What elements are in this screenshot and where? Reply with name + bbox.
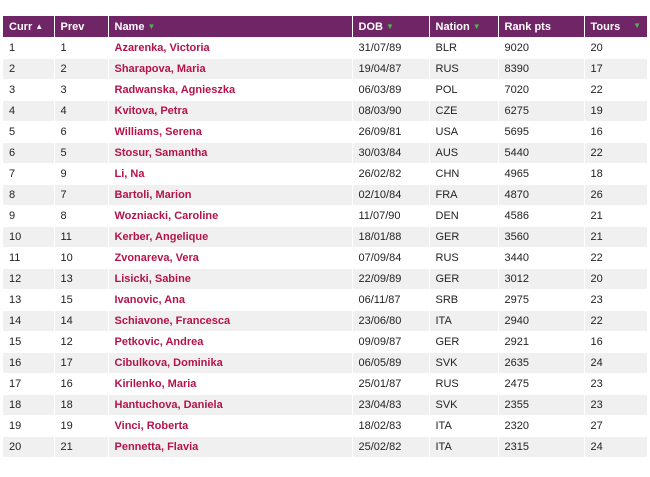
column-header-label: Nation: [435, 20, 470, 33]
cell-tours: 16: [584, 332, 647, 353]
cell-dob: 30/03/84: [352, 143, 429, 164]
cell-rank-pts: 5695: [498, 122, 584, 143]
cell-curr: 9: [3, 206, 54, 227]
cell-tours: 22: [584, 248, 647, 269]
triangle-down-icon[interactable]: ▼: [472, 21, 481, 31]
cell-rank-pts: 2940: [498, 311, 584, 332]
cell-prev: 4: [54, 101, 108, 122]
cell-dob: 26/02/82: [352, 164, 429, 185]
cell-tours: 23: [584, 395, 647, 416]
cell-rank-pts: 2975: [498, 290, 584, 311]
cell-prev: 2: [54, 59, 108, 80]
cell-nation: CZE: [429, 101, 498, 122]
table-row: [3, 311, 647, 332]
table-row: [3, 185, 647, 206]
cell-prev: 17: [54, 353, 108, 374]
cell-tours: 19: [584, 101, 647, 122]
cell-nation: RUS: [429, 59, 498, 80]
cell-name[interactable]: Kirilenko, Maria: [108, 374, 352, 395]
cell-prev: 8: [54, 206, 108, 227]
table-body: [3, 38, 647, 458]
cell-rank-pts: 2475: [498, 374, 584, 395]
triangle-down-icon[interactable]: ▼: [147, 21, 156, 31]
table-row: [3, 143, 647, 164]
cell-nation: ITA: [429, 416, 498, 437]
cell-prev: 10: [54, 248, 108, 269]
cell-curr: 19: [3, 416, 54, 437]
cell-nation: POL: [429, 80, 498, 101]
table-row: [3, 416, 647, 437]
cell-nation: ITA: [429, 311, 498, 332]
cell-name[interactable]: Cibulkova, Dominika: [108, 353, 352, 374]
table-row: [3, 374, 647, 395]
cell-nation: GER: [429, 227, 498, 248]
cell-tours: 22: [584, 80, 647, 101]
cell-dob: 06/05/89: [352, 353, 429, 374]
table-row: [3, 353, 647, 374]
cell-curr: 5: [3, 122, 54, 143]
cell-tours: 22: [584, 311, 647, 332]
cell-name[interactable]: Pennetta, Flavia: [108, 437, 352, 458]
cell-curr: 1: [3, 38, 54, 59]
cell-name[interactable]: Zvonareva, Vera: [108, 248, 352, 269]
cell-name[interactable]: Schiavone, Francesca: [108, 311, 352, 332]
table-row: [3, 101, 647, 122]
cell-tours: 26: [584, 185, 647, 206]
cell-prev: 12: [54, 332, 108, 353]
cell-dob: 25/01/87: [352, 374, 429, 395]
cell-curr: 17: [3, 374, 54, 395]
triangle-down-icon[interactable]: ▼: [633, 20, 641, 30]
cell-name[interactable]: Vinci, Roberta: [108, 416, 352, 437]
cell-nation: GER: [429, 332, 498, 353]
cell-name[interactable]: Li, Na: [108, 164, 352, 185]
cell-curr: 11: [3, 248, 54, 269]
cell-nation: SRB: [429, 290, 498, 311]
cell-nation: SVK: [429, 395, 498, 416]
cell-dob: 31/07/89: [352, 38, 429, 59]
column-header-name[interactable]: [108, 16, 352, 38]
column-header-label: DOB: [358, 20, 383, 33]
cell-curr: 20: [3, 437, 54, 458]
table-row: [3, 332, 647, 353]
cell-prev: 6: [54, 122, 108, 143]
cell-dob: 11/07/90: [352, 206, 429, 227]
cell-name[interactable]: Williams, Serena: [108, 122, 352, 143]
cell-rank-pts: 2320: [498, 416, 584, 437]
table-row: [3, 80, 647, 101]
cell-prev: 14: [54, 311, 108, 332]
cell-rank-pts: 3560: [498, 227, 584, 248]
cell-curr: 10: [3, 227, 54, 248]
cell-nation: RUS: [429, 248, 498, 269]
table-row: [3, 227, 647, 248]
cell-dob: 25/02/82: [352, 437, 429, 458]
cell-tours: 20: [584, 38, 647, 59]
table-row: [3, 206, 647, 227]
cell-rank-pts: 4586: [498, 206, 584, 227]
cell-curr: 13: [3, 290, 54, 311]
column-header-label: Rank pts: [504, 20, 551, 33]
cell-rank-pts: 9020: [498, 38, 584, 59]
cell-curr: 3: [3, 80, 54, 101]
cell-curr: 8: [3, 185, 54, 206]
cell-tours: 21: [584, 227, 647, 248]
cell-dob: 02/10/84: [352, 185, 429, 206]
cell-nation: RUS: [429, 374, 498, 395]
column-header-rank-pts: [498, 16, 584, 38]
cell-name[interactable]: Hantuchova, Daniela: [108, 395, 352, 416]
cell-curr: 7: [3, 164, 54, 185]
column-header-label: Tours: [590, 20, 621, 33]
cell-dob: 08/03/90: [352, 101, 429, 122]
cell-curr: 12: [3, 269, 54, 290]
cell-name[interactable]: Kvitova, Petra: [108, 101, 352, 122]
cell-rank-pts: 2635: [498, 353, 584, 374]
cell-rank-pts: 6275: [498, 101, 584, 122]
cell-dob: 23/06/80: [352, 311, 429, 332]
table-row: [3, 164, 647, 185]
column-header-dob[interactable]: [352, 16, 429, 38]
cell-name[interactable]: Stosur, Samantha: [108, 143, 352, 164]
column-header-label: Name: [114, 20, 145, 33]
cell-prev: 9: [54, 164, 108, 185]
table-row: [3, 290, 647, 311]
cell-prev: 1: [54, 38, 108, 59]
cell-nation: AUS: [429, 143, 498, 164]
column-header-nation[interactable]: [429, 16, 498, 38]
cell-rank-pts: 3440: [498, 248, 584, 269]
cell-rank-pts: 4870: [498, 185, 584, 206]
cell-nation: GER: [429, 269, 498, 290]
cell-rank-pts: 2315: [498, 437, 584, 458]
cell-dob: 18/02/83: [352, 416, 429, 437]
table-row: [3, 122, 647, 143]
column-header-label: Prev: [60, 20, 85, 33]
cell-tours: 24: [584, 353, 647, 374]
cell-prev: 3: [54, 80, 108, 101]
cell-dob: 07/09/84: [352, 248, 429, 269]
cell-tours: 23: [584, 290, 647, 311]
cell-prev: 13: [54, 269, 108, 290]
table-row: [3, 395, 647, 416]
cell-prev: 16: [54, 374, 108, 395]
table-row: [3, 59, 647, 80]
cell-name[interactable]: Petkovic, Andrea: [108, 332, 352, 353]
cell-prev: 7: [54, 185, 108, 206]
cell-prev: 19: [54, 416, 108, 437]
cell-rank-pts: 4965: [498, 164, 584, 185]
cell-tours: 16: [584, 122, 647, 143]
table-row: [3, 248, 647, 269]
column-header-curr[interactable]: [3, 16, 54, 38]
cell-nation: USA: [429, 122, 498, 143]
cell-name[interactable]: Bartoli, Marion: [108, 185, 352, 206]
cell-tours: 18: [584, 164, 647, 185]
cell-name[interactable]: Kerber, Angelique: [108, 227, 352, 248]
cell-tours: 23: [584, 374, 647, 395]
cell-tours: 27: [584, 416, 647, 437]
cell-prev: 21: [54, 437, 108, 458]
cell-tours: 24: [584, 437, 647, 458]
cell-tours: 20: [584, 269, 647, 290]
cell-dob: 23/04/83: [352, 395, 429, 416]
cell-name[interactable]: Azarenka, Victoria: [108, 38, 352, 59]
cell-dob: 18/01/88: [352, 227, 429, 248]
cell-curr: 16: [3, 353, 54, 374]
cell-curr: 15: [3, 332, 54, 353]
cell-name[interactable]: Sharapova, Maria: [108, 59, 352, 80]
cell-nation: ITA: [429, 437, 498, 458]
cell-dob: 19/04/87: [352, 59, 429, 80]
rankings-table: [3, 16, 647, 457]
table-row: [3, 269, 647, 290]
cell-tours: 17: [584, 59, 647, 80]
cell-curr: 4: [3, 101, 54, 122]
cell-nation: SVK: [429, 353, 498, 374]
cell-curr: 18: [3, 395, 54, 416]
cell-prev: 5: [54, 143, 108, 164]
cell-dob: 06/11/87: [352, 290, 429, 311]
cell-name[interactable]: Wozniacki, Caroline: [108, 206, 352, 227]
column-header-label: Curr: [9, 20, 33, 33]
cell-name[interactable]: Radwanska, Agnieszka: [108, 80, 352, 101]
table-header-row: [3, 16, 647, 38]
cell-nation: FRA: [429, 185, 498, 206]
cell-curr: 2: [3, 59, 54, 80]
cell-curr: 14: [3, 311, 54, 332]
rankings-table-container: [3, 16, 647, 457]
cell-rank-pts: 7020: [498, 80, 584, 101]
cell-prev: 18: [54, 395, 108, 416]
cell-dob: 26/09/81: [352, 122, 429, 143]
cell-dob: 06/03/89: [352, 80, 429, 101]
cell-rank-pts: 5440: [498, 143, 584, 164]
cell-rank-pts: 8390: [498, 59, 584, 80]
cell-prev: 15: [54, 290, 108, 311]
column-header-prev: [54, 16, 108, 38]
triangle-up-icon[interactable]: ▲: [35, 21, 44, 31]
cell-nation: DEN: [429, 206, 498, 227]
cell-rank-pts: 3012: [498, 269, 584, 290]
cell-prev: 11: [54, 227, 108, 248]
cell-dob: 22/09/89: [352, 269, 429, 290]
cell-dob: 09/09/87: [352, 332, 429, 353]
cell-name[interactable]: Ivanovic, Ana: [108, 290, 352, 311]
cell-rank-pts: 2921: [498, 332, 584, 353]
triangle-down-icon[interactable]: ▼: [385, 21, 394, 31]
cell-nation: BLR: [429, 38, 498, 59]
cell-rank-pts: 2355: [498, 395, 584, 416]
cell-tours: 21: [584, 206, 647, 227]
cell-nation: CHN: [429, 164, 498, 185]
column-header-tours[interactable]: [584, 16, 647, 38]
cell-curr: 6: [3, 143, 54, 164]
table-row: [3, 38, 647, 59]
cell-name[interactable]: Lisicki, Sabine: [108, 269, 352, 290]
table-row: [3, 437, 647, 458]
cell-tours: 22: [584, 143, 647, 164]
